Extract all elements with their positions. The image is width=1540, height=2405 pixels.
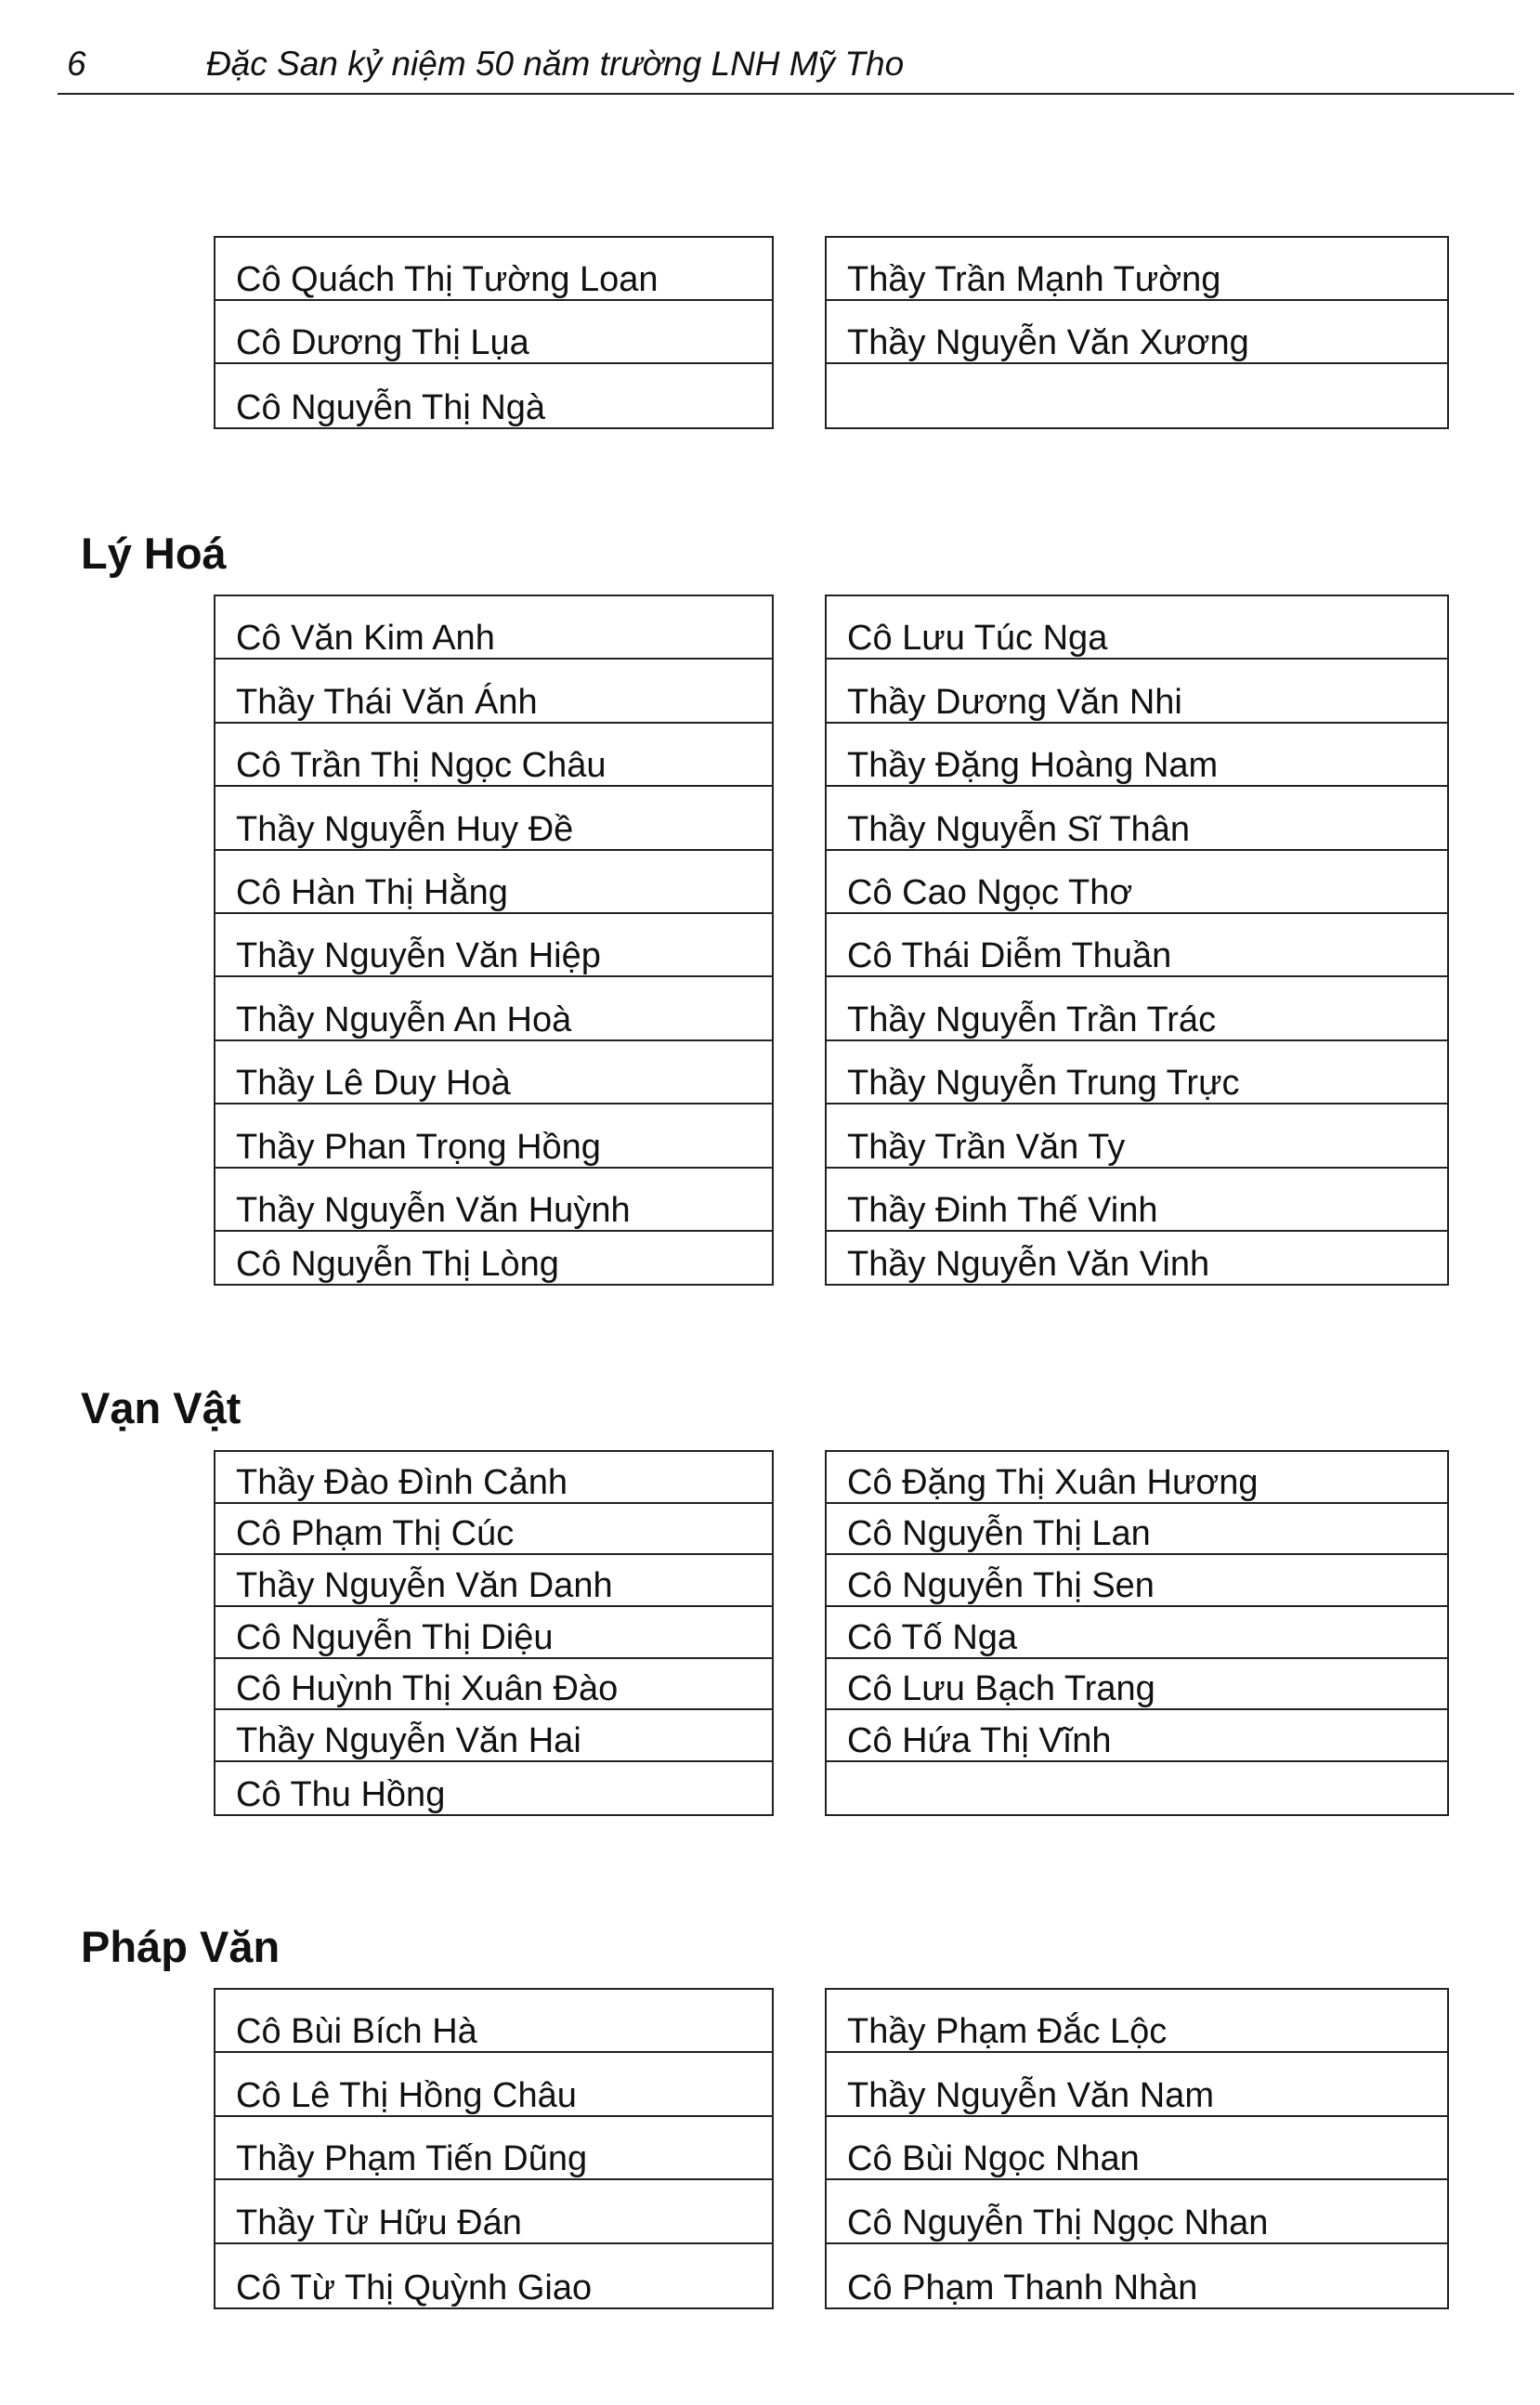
table-row <box>827 1607 1447 1659</box>
teacher-name: Thầy Đặng Hoàng Nam <box>847 746 1219 786</box>
teacher-name: Cô Trần Thị Ngọc Châu <box>236 746 607 786</box>
left-name-table <box>214 595 774 1286</box>
table-row <box>827 1232 1447 1284</box>
teacher-name: Thầy Nguyễn Văn Hiệp <box>236 936 601 976</box>
teacher-name: Cô Hứa Thị Vĩnh <box>847 1721 1112 1761</box>
teacher-name: Thầy Nguyễn Văn Huỳnh <box>236 1190 631 1230</box>
table-row <box>827 1710 1447 1762</box>
page-number: 6 <box>67 45 86 83</box>
teacher-name: Cô Tố Nga <box>847 1617 1018 1657</box>
teacher-name: Cô Bùi Ngọc Nhan <box>847 2139 1140 2179</box>
table-row <box>827 724 1447 787</box>
table-row <box>827 851 1447 914</box>
table-row <box>215 2180 772 2243</box>
section-title: Lý Hoá <box>81 529 227 578</box>
teacher-name: Cô Hàn Thị Hằng <box>236 872 508 912</box>
left-name-table <box>214 1988 774 2309</box>
teacher-name: Thầy Lê Duy Hoà <box>236 1064 511 1104</box>
teacher-name: Thầy Nguyễn Huy Đề <box>236 809 574 849</box>
table-row <box>215 914 772 977</box>
table-row <box>827 1990 1447 2053</box>
table-row <box>827 1104 1447 1168</box>
teacher-name: Cô Văn Kim Anh <box>236 619 495 659</box>
table-row <box>827 1659 1447 1711</box>
teacher-name: Thầy Phạm Tiến Dũng <box>236 2139 588 2179</box>
right-name-table <box>825 595 1449 1286</box>
teacher-name: Thầy Từ Hữu Đán <box>236 2202 522 2242</box>
teacher-name: Cô Lưu Túc Nga <box>847 619 1108 659</box>
teacher-name: Cô Huỳnh Thị Xuân Đào <box>236 1669 619 1709</box>
table-row <box>827 2244 1447 2307</box>
table-row <box>215 301 772 364</box>
teacher-name: Cô Dương Thị Lụa <box>236 323 529 362</box>
left-name-table <box>214 1450 774 1816</box>
teacher-name: Thầy Trần Mạnh Tường <box>847 260 1221 299</box>
teacher-name: Cô Cao Ngọc Thơ <box>847 872 1133 912</box>
table-row <box>827 301 1447 364</box>
table-row <box>215 1232 772 1284</box>
teacher-name: Cô Bùi Bích Hà <box>236 2012 477 2052</box>
teacher-name: Cô Thu Hồng <box>236 1774 446 1814</box>
section-title: Pháp Văn <box>81 1922 281 1971</box>
table-row <box>215 1504 772 1556</box>
table-row <box>827 1169 1447 1232</box>
table-row <box>215 1555 772 1607</box>
table-row <box>827 596 1447 660</box>
teacher-name: Cô Nguyễn Thị Sen <box>847 1566 1155 1606</box>
table-row <box>215 1041 772 1104</box>
table-row <box>827 1762 1447 1814</box>
table-row <box>215 851 772 914</box>
teacher-name: Cô Lê Thị Hồng Châu <box>236 2075 577 2115</box>
teacher-name: Cô Nguyễn Thị Ngà <box>236 388 546 427</box>
table-row <box>215 596 772 660</box>
teacher-name: Thầy Nguyễn Trung Trực <box>847 1064 1240 1104</box>
teacher-name: Cô Phạm Thanh Nhàn <box>847 2268 1198 2307</box>
teacher-name: Cô Nguyễn Thị Ngọc Nhan <box>847 2202 1269 2242</box>
teacher-name: Thầy Dương Văn Nhi <box>847 682 1182 722</box>
table-row <box>827 2117 1447 2180</box>
table-row <box>215 660 772 723</box>
table-row <box>215 1710 772 1762</box>
teacher-name: Cô Thái Diễm Thuần <box>847 936 1172 976</box>
teacher-name: Thầy Nguyễn Văn Vinh <box>847 1244 1210 1284</box>
teacher-name: Thầy Đào Đình Cảnh <box>236 1462 568 1502</box>
right-name-table <box>825 1450 1449 1816</box>
teacher-name: Cô Phạm Thị Cúc <box>236 1514 515 1554</box>
table-row <box>827 1452 1447 1504</box>
teacher-name: Thầy Nguyễn Trần Trác <box>847 1000 1217 1039</box>
teacher-name: Thầy Phạm Đắc Lộc <box>847 2012 1168 2052</box>
table-row <box>827 1041 1447 1104</box>
teacher-name: Thầy Phan Trọng Hồng <box>236 1127 601 1167</box>
teacher-name: Cô Quách Thị Tường Loan <box>236 260 659 299</box>
table-row <box>215 2244 772 2307</box>
table-row <box>827 2180 1447 2243</box>
teacher-name: Thầy Nguyễn Văn Xương <box>847 323 1249 362</box>
right-name-table <box>825 236 1449 429</box>
table-row <box>215 1452 772 1504</box>
table-row <box>827 1504 1447 1556</box>
teacher-name: Thầy Thái Văn Ánh <box>236 682 538 722</box>
teacher-name: Thầy Nguyễn Văn Hai <box>236 1721 581 1761</box>
teacher-name: Thầy Đinh Thế Vinh <box>847 1190 1158 1230</box>
table-row <box>215 1659 772 1711</box>
table-row <box>215 1762 772 1814</box>
table-row <box>827 2053 1447 2116</box>
table-row <box>215 364 772 427</box>
table-row <box>215 2053 772 2116</box>
table-row <box>215 1990 772 2053</box>
table-row <box>215 2117 772 2180</box>
table-row <box>215 724 772 787</box>
page-header <box>58 39 1514 95</box>
teacher-name: Thầy Nguyễn Văn Danh <box>236 1566 613 1606</box>
header-title: Đặc San kỷ niệm 50 năm trường LNH Mỹ Tho <box>206 45 905 83</box>
table-row <box>827 660 1447 723</box>
teacher-name: Cô Nguyễn Thị Lòng <box>236 1244 559 1284</box>
table-row <box>215 1169 772 1232</box>
table-row <box>827 787 1447 850</box>
teacher-name: Cô Đặng Thị Xuân Hương <box>847 1462 1259 1502</box>
table-row <box>827 1555 1447 1607</box>
teacher-name: Cô Nguyễn Thị Diệu <box>236 1617 554 1657</box>
left-name-table <box>214 236 774 429</box>
teacher-name: Cô Từ Thị Quỳnh Giao <box>236 2268 593 2307</box>
table-row <box>215 1104 772 1168</box>
section-title: Vạn Vật <box>81 1383 241 1432</box>
table-row <box>215 787 772 850</box>
table-row <box>215 238 772 301</box>
teacher-name: Thầy Nguyễn An Hoà <box>236 1000 572 1039</box>
teacher-name: Thầy Nguyễn Sĩ Thân <box>847 809 1190 849</box>
table-row <box>827 977 1447 1040</box>
teacher-name: Cô Lưu Bạch Trang <box>847 1669 1155 1709</box>
teacher-name: Thầy Trần Văn Ty <box>847 1127 1126 1167</box>
teacher-name: Cô Nguyễn Thị Lan <box>847 1514 1151 1554</box>
table-row <box>827 238 1447 301</box>
table-row <box>215 1607 772 1659</box>
table-row <box>215 977 772 1040</box>
right-name-table <box>825 1988 1449 2309</box>
table-row <box>827 914 1447 977</box>
table-row <box>827 364 1447 427</box>
teacher-name: Thầy Nguyễn Văn Nam <box>847 2075 1214 2115</box>
